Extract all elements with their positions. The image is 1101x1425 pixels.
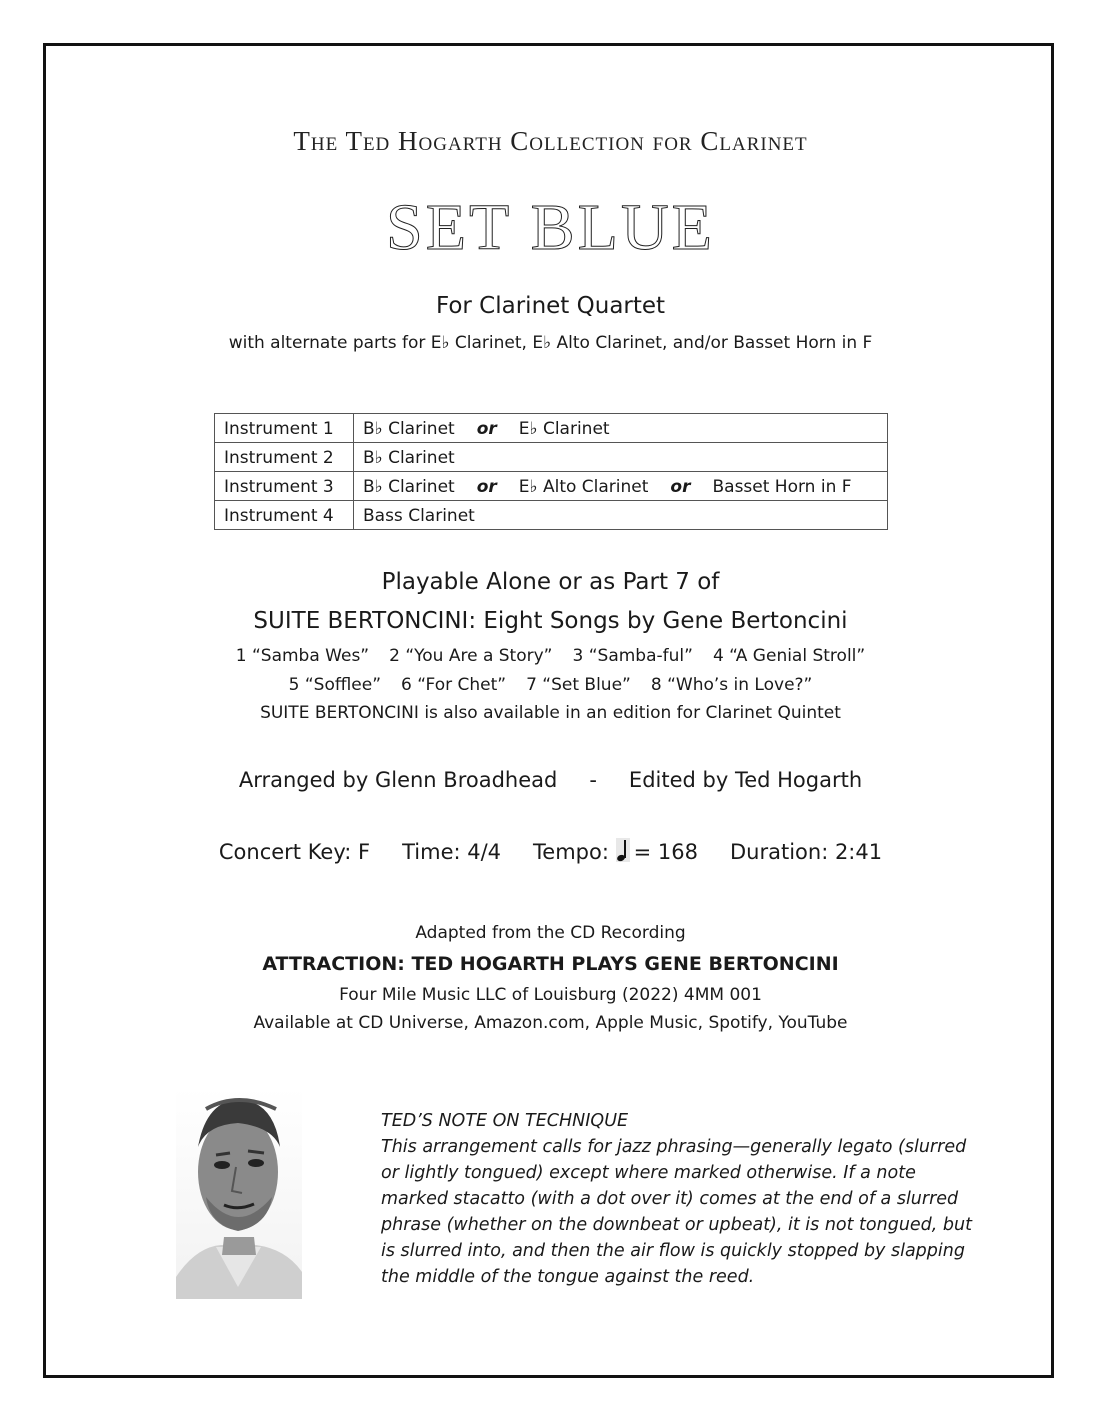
duration: Duration: 2:41 bbox=[729, 840, 883, 864]
adapted-note: Adapted from the CD Recording bbox=[415, 923, 686, 943]
credits-line bbox=[0, 768, 1101, 792]
collection-title: The Ted Hogarth Collection for Clarinet bbox=[293, 126, 808, 156]
technique-note bbox=[381, 1108, 981, 1290]
tempo-value: = 168 bbox=[633, 840, 698, 864]
song-item: 6 “For Chet” bbox=[401, 675, 507, 695]
playable-note: Playable Alone or as Part 7 of bbox=[381, 569, 720, 595]
instrument-option: B♭ Clarinet bbox=[363, 476, 455, 497]
technique-note-line: This arrangement calls for jazz phrasing—generally legato (slurred bbox=[381, 1137, 967, 1157]
song-item: 5 “Sofflee” bbox=[288, 675, 382, 695]
concert-key: Concert Key: F bbox=[218, 840, 371, 864]
instrument-options bbox=[354, 414, 888, 443]
instrument-options bbox=[354, 443, 888, 472]
technique-note-line: marked stacatto (with a dot over it) comes at the end of a slurred bbox=[381, 1189, 959, 1209]
instrument-options bbox=[354, 472, 888, 501]
tempo-label: Tempo: bbox=[533, 840, 609, 864]
instrument-option: B♭ Clarinet bbox=[363, 447, 455, 468]
album-title: ATTRACTION: TED HOGARTH PLAYS GENE BERTONCINI bbox=[262, 953, 839, 975]
technique-note-line: phrase (whether on the downbeat or upbeat), it is not tongued, but bbox=[381, 1215, 972, 1235]
song-item: 4 “A Genial Stroll” bbox=[712, 646, 866, 666]
song-list-line-2 bbox=[0, 675, 1101, 695]
instrument-options bbox=[354, 501, 888, 530]
arranger-credit: Arranged by Glenn Broadhead bbox=[238, 768, 558, 792]
ensemble-subtitle: For Clarinet Quartet bbox=[435, 293, 666, 319]
song-item: 3 “Samba-ful” bbox=[572, 646, 693, 666]
technique-note-heading: TED’S NOTE ON TECHNIQUE bbox=[381, 1111, 629, 1131]
instrument-row bbox=[215, 443, 888, 472]
quintet-edition-note: SUITE BERTONCINI is also available in an edition for Clarinet Quintet bbox=[260, 703, 841, 723]
song-item: 2 “You Are a Story” bbox=[389, 646, 553, 666]
or-word: or bbox=[670, 476, 691, 497]
instrument-option: Bass Clarinet bbox=[363, 505, 475, 526]
song-item: 8 “Who’s in Love?” bbox=[650, 675, 813, 695]
quarter-note-icon bbox=[616, 838, 630, 862]
or-word: or bbox=[476, 418, 497, 439]
instrument-option: Basset Horn in F bbox=[712, 476, 852, 497]
alternate-parts-note: with alternate parts for E♭ Clarinet, E♭ Alto Clarinet, and/or Basset Horn in F bbox=[228, 333, 873, 353]
instrument-label: Instrument 3 bbox=[215, 472, 354, 501]
availability-note: Available at CD Universe, Amazon.com, Apple Music, Spotify, YouTube bbox=[253, 1013, 848, 1033]
song-item: 7 “Set Blue” bbox=[526, 675, 631, 695]
or-word: or bbox=[476, 476, 497, 497]
song-item: 1 “Samba Wes” bbox=[235, 646, 370, 666]
technique-note-line: the middle of the tongue against the reed. bbox=[381, 1267, 755, 1287]
instrument-option: E♭ Alto Clarinet bbox=[518, 476, 649, 497]
instrument-label: Instrument 4 bbox=[215, 501, 354, 530]
specs-line bbox=[0, 838, 1101, 864]
technique-note-line: or lightly tongued) except where marked otherwise. If a note bbox=[381, 1163, 916, 1183]
instrument-label: Instrument 1 bbox=[215, 414, 354, 443]
instrument-row bbox=[215, 472, 888, 501]
instrument-row bbox=[215, 414, 888, 443]
instrument-option: B♭ Clarinet bbox=[363, 418, 455, 439]
record-label: Four Mile Music LLC of Louisburg (2022) 4MM 001 bbox=[339, 985, 762, 1005]
time-signature: Time: 4/4 bbox=[402, 840, 502, 864]
portrait-photo bbox=[176, 1087, 302, 1299]
technique-note-line: is slurred into, and then the air flow is quickly stopped by slapping bbox=[381, 1241, 965, 1261]
instrument-label: Instrument 2 bbox=[215, 443, 354, 472]
editor-credit: Edited by Ted Hogarth bbox=[628, 768, 863, 792]
piece-title: SET BLUE bbox=[386, 191, 715, 264]
suite-title: SUITE BERTONCINI: Eight Songs by Gene Bertoncini bbox=[253, 608, 848, 634]
instrument-table bbox=[214, 413, 888, 530]
instrument-option: E♭ Clarinet bbox=[518, 418, 610, 439]
credit-separator: - bbox=[589, 768, 597, 792]
instrument-row bbox=[215, 501, 888, 530]
song-list-line-1 bbox=[0, 646, 1101, 666]
